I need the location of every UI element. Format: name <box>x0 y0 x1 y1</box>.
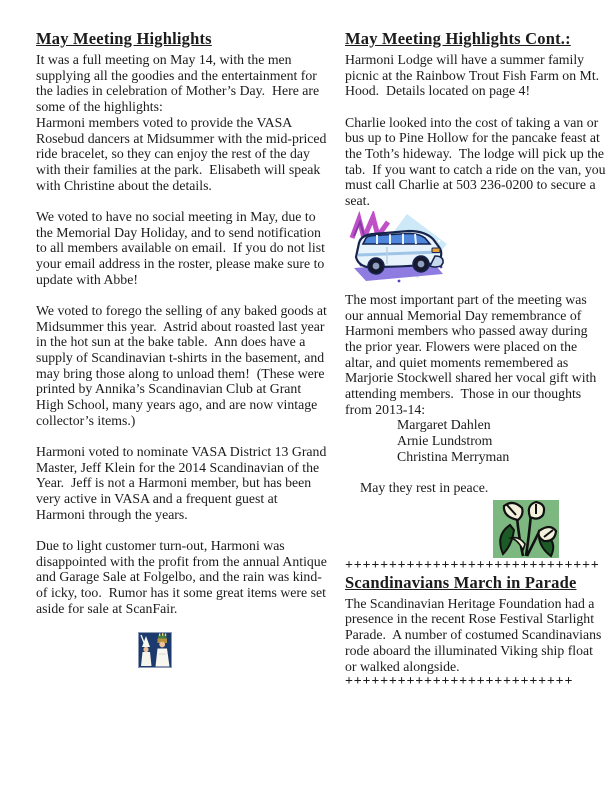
baked-goods-paragraph: We voted to forego the selling of any baked goods at Midsummer this year. Astrid about roasted last year in the hot sun at the bake table. Ann does have a supply of Scandinavian t-shirts in the basement, and may bring those along to unload them! (These were printed by Annika’s Scandinavian Club at Grant High School, many years ago, and are now vintage collector’s items.) <box>36 302 331 428</box>
rosebud-dancers-paragraph: Harmoni members voted to provide the VASA Rosebud dancers at Midsummer with the mid-priced ride bracelet, so they can enjoy the rest of the day with their families at the park. Elisabeth will speak with Christine about the details. <box>36 114 330 193</box>
memorial-name: Christina Merryman <box>397 448 510 464</box>
right-column-heading: May Meeting Highlights Cont.: <box>345 29 571 48</box>
no-social-meeting-paragraph: We voted to have no social meeting in May, due to the Memorial Day Holiday, and to send notification to all members available on email. If you do not list your email address in the roster, please make sure to update with Abbe! <box>36 208 329 287</box>
van-clipart-icon <box>347 211 450 285</box>
rest-in-peace-line: May they rest in peace. <box>360 480 489 496</box>
memorial-names-list <box>397 417 607 464</box>
lily-flowers-clipart-icon <box>493 500 559 558</box>
vasa-nomination-paragraph: Harmoni voted to nominate VASA District 13 Grand Master, Jeff Klein for the 2014 Scandinavian of the Year. Jeff is not a Harmoni member, but has been very active in VASA and a frequent guest at Harmoni through the years. <box>36 443 330 522</box>
right-column <box>345 29 607 689</box>
meeting-intro-paragraph: It was a full meeting on May 14, with the men supplying all the goodies and the entertainment for the ladies in celebration of Mother’s Day. Here are some of the highlights: <box>36 52 323 115</box>
parade-paragraph: The Scandinavian Heritage Foundation had a presence in the recent Rose Festival Starlight Parade. A number of costumed Scandinavians rode aboard the illuminated Viking ship float or walked alongside. <box>345 595 605 674</box>
memorial-paragraph: The most important part of the meeting was our annual Memorial Day remembrance of Harmoni members who passed away during the prior year. Flowers were placed on the altar, and quiet moments remembered as Marjorie Stockwell shared her vocal gift with attending members. Those in our thoughts from 2013-14: <box>345 291 600 417</box>
plus-sign-divider-bottom: ++++++++++++++++++++++++++ <box>345 675 574 689</box>
memorial-name: Margaret Dahlen <box>397 417 491 433</box>
parade-heading: Scandinavians March in Parade <box>345 572 577 592</box>
plus-sign-divider-top: +++++++++++++++++++++++++++++ <box>345 558 600 572</box>
van-ride-paragraph: Charlie looked into the cost of taking a van or bus up to Pine Hollow for the pancake feast at the Toth’s hideway. The lodge will pick up the tab. If you want to catch a ride on the van, you must call Charlie at 503 236-0200 to secure a seat. <box>345 114 609 209</box>
summer-picnic-paragraph: Harmoni Lodge will have a summer family picnic at the Rainbow Trout Fish Farm on Mt. Hood. Details located on page 4! <box>345 52 603 99</box>
left-column-heading: May Meeting Highlights <box>36 29 212 48</box>
memorial-name: Arnie Lundstrom <box>397 433 493 449</box>
garage-sale-paragraph: Due to light customer turn-out, Harmoni was disappointed with the profit from the annual Antique and Garage Sale at Folgelbo, and the rain was kind-of icky, too. Rumor has it some great items were set aside for sale at ScanFair. <box>36 537 331 616</box>
lucia-procession-clipart-icon <box>138 632 172 668</box>
left-column <box>36 29 331 668</box>
